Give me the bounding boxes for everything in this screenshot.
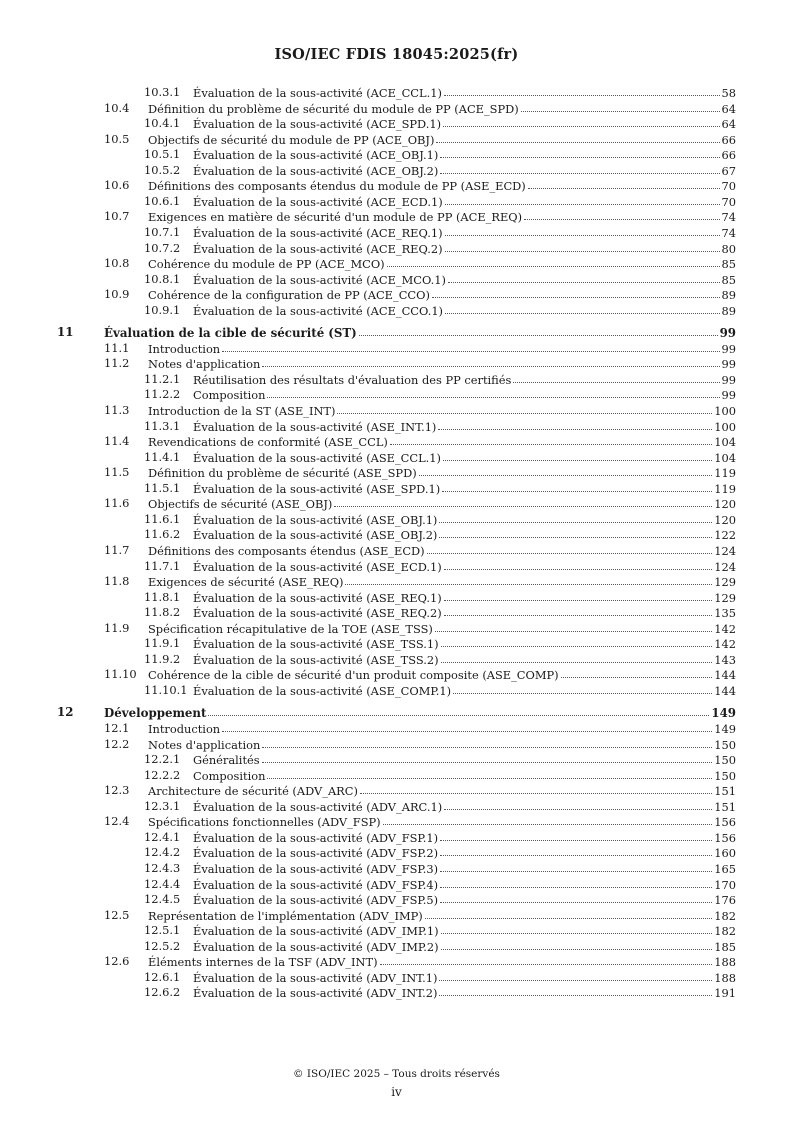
toc-entry[interactable] <box>0 908 793 923</box>
toc-entry-number: 12.6.1 <box>144 969 181 984</box>
toc-leader-dots <box>435 620 712 632</box>
toc-entry-title: Généralités <box>193 753 260 768</box>
toc-entry-title: Exigences de sécurité (ASE_REQ) <box>148 575 344 590</box>
toc-entry-number: 10.7.2 <box>144 240 181 255</box>
toc-entry[interactable] <box>0 256 793 271</box>
toc-leader-dots <box>262 751 713 763</box>
toc-entry[interactable] <box>0 465 793 480</box>
toc-entry-title: Évaluation de la sous-activité (ACE_CCL.1) <box>193 86 442 100</box>
toc-entry-number: 11.10 <box>104 667 137 682</box>
toc-entry[interactable] <box>0 667 793 682</box>
toc-entry-number: 10.5.1 <box>144 147 181 162</box>
toc-entry-title: Introduction de la ST (ASE_INT) <box>148 404 336 418</box>
toc-entry-title: Évaluation de la sous-activité (ADV_IMP.2) <box>193 939 439 954</box>
toc-leader-dots <box>440 162 719 174</box>
toc-entry-page: 191 <box>714 986 736 1001</box>
toc-entry-page: 89 <box>721 303 736 318</box>
toc-leader-dots <box>337 402 712 414</box>
toc-entry-page: 165 <box>714 861 736 876</box>
toc-entry-number: 11.7.1 <box>144 558 181 573</box>
toc-entry[interactable] <box>0 737 793 752</box>
toc-entry-title: Évaluation de la sous-activité (ADV_FSP.1) <box>193 830 439 845</box>
toc-entry-page: 143 <box>714 652 736 667</box>
toc-entry-page: 66 <box>721 132 736 147</box>
toc-entry[interactable] <box>0 877 793 892</box>
toc-entry-number: 11.8 <box>104 574 130 589</box>
toc-entry-number: 12.5 <box>104 907 130 922</box>
toc-entry-title: Évaluation de la sous-activité (ADV_FSP.2) <box>193 846 439 861</box>
toc-entry-number: 12.3 <box>104 783 130 798</box>
toc-entry[interactable] <box>0 590 793 605</box>
toc-entry-title: Évaluation de la sous-activité (ASE_REQ.2) <box>193 606 442 621</box>
toc-leader-dots <box>444 604 713 616</box>
toc-leader-dots <box>345 573 712 585</box>
toc-entry-title: Évaluation de la sous-activité (ASE_SPD.1) <box>193 481 441 496</box>
toc-entry-number: 11.5 <box>104 465 130 480</box>
toc-leader-dots <box>441 635 713 647</box>
toc-entry-number: 11 <box>57 325 74 340</box>
toc-entry[interactable] <box>0 116 793 131</box>
toc-entry[interactable] <box>0 194 793 209</box>
toc-leader-dots <box>439 511 712 523</box>
toc-leader-dots <box>441 922 713 934</box>
toc-entry-title: Évaluation de la sous-activité (ADV_IMP.1) <box>193 924 439 939</box>
toc-leader-dots <box>439 526 712 538</box>
toc-entry-title: Évaluation de la sous-activité (ACE_MCO.1) <box>193 272 446 287</box>
toc-entry[interactable] <box>0 403 793 418</box>
toc-entry-number: 12.4 <box>104 814 130 829</box>
toc-leader-dots <box>208 704 709 716</box>
toc-leader-dots <box>528 177 720 189</box>
toc-leader-dots <box>380 953 713 965</box>
toc-entry-page: 124 <box>714 559 736 574</box>
toc-entry-number: 11.3 <box>104 403 130 417</box>
toc-entry-page: 182 <box>714 924 736 939</box>
toc-entry-number: 11.3.1 <box>144 418 181 433</box>
toc-entry-number: 12.2.2 <box>144 767 181 782</box>
toc-entry[interactable] <box>0 287 793 302</box>
toc-entry-page: 99 <box>721 341 736 356</box>
toc-leader-dots <box>513 371 719 383</box>
toc-entry-number: 11.9 <box>104 620 130 635</box>
toc-entry-title: Évaluation de la sous-activité (ASE_OBJ.2) <box>193 528 438 543</box>
toc-entry[interactable] <box>0 272 793 287</box>
toc-leader-dots <box>383 813 713 825</box>
toc-chapter-entry[interactable] <box>0 705 793 720</box>
toc-entry-number: 11.9.1 <box>144 636 181 651</box>
toc-entry-page: 104 <box>714 435 736 450</box>
toc-entry[interactable] <box>0 512 793 527</box>
toc-entry-number: 11.6 <box>104 496 130 511</box>
toc-entry-title: Évaluation de la cible de sécurité (ST) <box>104 326 357 341</box>
toc-entry[interactable] <box>0 419 793 434</box>
toc-entry[interactable] <box>0 450 793 465</box>
toc-entry-title: Spécification récapitulative de la TOE (ASE_TSS) <box>148 621 433 636</box>
toc-leader-dots <box>334 495 712 507</box>
toc-leader-dots <box>440 844 712 856</box>
toc-entry[interactable] <box>0 241 793 256</box>
toc-leader-dots <box>441 938 713 950</box>
toc-entry-title: Évaluation de la sous-activité (ACE_REQ.1) <box>193 225 443 240</box>
toc-leader-dots <box>524 208 719 220</box>
toc-entry[interactable] <box>0 939 793 954</box>
toc-entry-page: 119 <box>714 466 736 481</box>
toc-entry[interactable] <box>0 652 793 667</box>
toc-entry[interactable] <box>0 830 793 845</box>
toc-entry-number: 10.9.1 <box>144 302 181 317</box>
toc-entry[interactable] <box>0 372 793 387</box>
toc-entry[interactable] <box>0 799 793 814</box>
toc-entry-number: 11.6.2 <box>144 527 181 542</box>
toc-entry-title: Définitions des composants étendus du module de PP (ASE_ECD) <box>148 179 526 194</box>
toc-entry-number: 11.6.1 <box>144 511 181 526</box>
toc-entry-page: 120 <box>714 512 736 527</box>
toc-entry-title: Notes d'application <box>148 737 261 752</box>
toc-entry[interactable] <box>0 605 793 620</box>
toc-leader-dots <box>359 324 718 336</box>
toc-leader-dots <box>439 984 712 996</box>
toc-entry-page: 85 <box>721 257 736 272</box>
toc-entry-title: Composition <box>193 768 266 783</box>
toc-entry-page: 122 <box>714 528 736 543</box>
toc-entry-number: 10.4 <box>104 100 130 115</box>
toc-entry-page: 120 <box>714 497 736 512</box>
toc-entry-page: 104 <box>714 450 736 465</box>
toc-entry-page: 149 <box>714 722 736 736</box>
toc-entry-number: 10.6 <box>104 178 130 193</box>
toc-entry-page: 135 <box>714 606 736 621</box>
toc-leader-dots <box>222 340 719 352</box>
toc-entry-title: Évaluation de la sous-activité (ACE_SPD.1) <box>193 117 442 132</box>
toc-entry-title: Revendications de conformité (ASE_CCL) <box>148 435 388 450</box>
toc-entry-page: 119 <box>714 481 736 496</box>
toc-entry[interactable] <box>0 752 793 767</box>
toc-entry-title: Évaluation de la sous-activité (ASE_CCL.1) <box>193 450 441 465</box>
toc-entry-number: 10.7.1 <box>144 224 181 239</box>
toc-entry[interactable] <box>0 970 793 985</box>
toc-entry-number: 11.8.2 <box>144 605 181 620</box>
toc-leader-dots <box>453 682 712 694</box>
toc-entry-number: 10.8.1 <box>144 271 181 286</box>
toc-entry-title: Évaluation de la sous-activité (ADV_FSP.4) <box>193 877 439 892</box>
toc-entry-page: 74 <box>721 210 736 225</box>
toc-leader-dots <box>442 480 712 492</box>
toc-leader-dots <box>262 736 712 748</box>
toc-entry-number: 11.2 <box>104 356 130 371</box>
toc-entry-title: Évaluation de la sous-activité (ACE_OBJ.1) <box>193 148 439 163</box>
toc-entry-title: Composition <box>193 388 266 403</box>
toc-entry-number: 11.9.2 <box>144 651 181 666</box>
toc-entry-title: Évaluation de la sous-activité (ADV_FSP.5) <box>193 893 439 908</box>
toc-entry-number: 12.5.1 <box>144 923 181 938</box>
toc-leader-dots <box>444 798 712 810</box>
toc-leader-dots <box>427 542 713 554</box>
toc-entry-page: 80 <box>721 241 736 256</box>
toc-entry-page: 129 <box>714 590 736 605</box>
toc-entry-title: Notes d'application <box>148 357 261 372</box>
toc-entry-page: 58 <box>721 86 736 100</box>
toc-entry-title: Évaluation de la sous-activité (ASE_INT.1) <box>193 419 437 434</box>
toc-entry[interactable] <box>0 636 793 651</box>
toc-leader-dots <box>262 355 719 367</box>
document-header: ISO/IEC FDIS 18045:2025(fr) <box>274 46 519 63</box>
toc-entry-number: 11.8.1 <box>144 589 181 604</box>
toc-entry-title: Définitions des composants étendus (ASE_ECD) <box>148 543 425 558</box>
toc-entry-page: 151 <box>714 784 736 799</box>
toc-leader-dots <box>390 433 712 445</box>
toc-leader-dots <box>444 589 713 601</box>
toc-entry-number: 12.3.1 <box>144 798 181 813</box>
toc-entry-number: 12.4.3 <box>144 860 181 875</box>
toc-entry-number: 10.7 <box>104 209 130 224</box>
toc-entry[interactable] <box>0 721 793 736</box>
toc-entry-title: Évaluation de la sous-activité (ASE_TSS.1) <box>193 637 439 652</box>
toc-entry-title: Évaluation de la sous-activité (ACE_CCO.1) <box>193 303 444 318</box>
toc-leader-dots <box>440 891 712 903</box>
toc-entry-page: 66 <box>721 148 736 163</box>
toc-entry[interactable] <box>0 621 793 636</box>
toc-entry-number: 12.1 <box>104 721 130 735</box>
toc-entry-title: Cohérence de la configuration de PP (ACE_CCO) <box>148 288 430 303</box>
toc-entry-page: 100 <box>714 404 736 418</box>
toc-entry-number: 10.9 <box>104 287 130 302</box>
toc-entry[interactable] <box>0 768 793 783</box>
toc-entry-page: 129 <box>714 575 736 590</box>
toc-entry-number: 12.4.4 <box>144 876 181 891</box>
toc-entry-title: Objectifs de sécurité du module de PP (ACE_OBJ) <box>148 132 435 147</box>
toc-entry[interactable] <box>0 209 793 224</box>
toc-entry[interactable] <box>0 303 793 318</box>
toc-entry-number: 11.2.1 <box>144 371 181 386</box>
toc-entry-page: 156 <box>714 815 736 830</box>
toc-entry-page: 156 <box>714 830 736 845</box>
toc-entry-number: 11.1 <box>104 340 130 355</box>
toc-entry-page: 64 <box>721 117 736 132</box>
toc-entry-number: 11.5.1 <box>144 480 181 495</box>
toc-entry-title: Architecture de sécurité (ADV_ARC) <box>148 784 358 799</box>
toc-leader-dots <box>440 829 712 841</box>
toc-entry[interactable] <box>0 814 793 829</box>
toc-entry[interactable] <box>0 954 793 969</box>
toc-entry[interactable] <box>0 85 793 100</box>
toc-entry[interactable] <box>0 683 793 698</box>
toc-entry[interactable] <box>0 574 793 589</box>
toc-entry[interactable] <box>0 225 793 240</box>
toc-entry-number: 10.5.2 <box>144 162 181 177</box>
toc-entry[interactable] <box>0 147 793 162</box>
toc-leader-dots <box>521 100 720 112</box>
page-number: iv <box>391 1085 402 1099</box>
toc-leader-dots <box>441 651 713 663</box>
toc-entry[interactable] <box>0 341 793 356</box>
toc-entry-title: Évaluation de la sous-activité (ACE_REQ.2) <box>193 241 443 256</box>
toc-leader-dots <box>440 146 719 158</box>
toc-entry-page: 188 <box>714 970 736 985</box>
toc-entry-page: 150 <box>714 753 736 768</box>
toc-entry-title: Introduction <box>148 722 221 736</box>
toc-entry-title: Éléments internes de la TSF (ADV_INT) <box>148 955 378 970</box>
toc-entry-title: Évaluation de la sous-activité (ADV_INT.2) <box>193 986 438 1001</box>
toc-leader-dots <box>438 418 712 430</box>
toc-entry[interactable] <box>0 861 793 876</box>
toc-entry-page: 99 <box>719 326 736 341</box>
toc-entry-page: 144 <box>714 683 736 698</box>
toc-leader-dots <box>443 449 712 461</box>
toc-entry[interactable] <box>0 559 793 574</box>
toc-entry-page: 185 <box>714 939 736 954</box>
toc-entry-title: Exigences en matière de sécurité d'un module de PP (ACE_REQ) <box>148 210 523 225</box>
toc-entry-number: 10.4.1 <box>144 116 181 131</box>
toc-leader-dots <box>445 224 720 236</box>
toc-entry-page: 85 <box>721 272 736 287</box>
toc-entry-page: 160 <box>714 846 736 861</box>
toc-entry[interactable] <box>0 356 793 371</box>
toc-entry-number: 12.4.1 <box>144 829 181 844</box>
toc-leader-dots <box>445 193 720 205</box>
toc-entry-page: 99 <box>721 357 736 372</box>
toc-entry[interactable] <box>0 496 793 511</box>
toc-entry-title: Spécifications fonctionnelles (ADV_FSP) <box>148 815 381 830</box>
toc-leader-dots <box>448 271 720 283</box>
toc-leader-dots <box>445 240 720 252</box>
toc-entry-title: Objectifs de sécurité (ASE_OBJ) <box>148 497 333 512</box>
toc-entry-page: 149 <box>711 706 736 721</box>
toc-entry[interactable] <box>0 985 793 1000</box>
toc-leader-dots <box>444 558 713 570</box>
toc-entry-page: 100 <box>714 419 736 434</box>
toc-entry-number: 11.4 <box>104 434 130 449</box>
toc-entry-page: 150 <box>714 737 736 752</box>
toc-leader-dots <box>432 286 720 298</box>
toc-entry-title: Évaluation de la sous-activité (ASE_TSS.2) <box>193 652 439 667</box>
toc-entry[interactable] <box>0 892 793 907</box>
toc-leader-dots <box>419 464 713 476</box>
toc-entry-number: 11.7 <box>104 542 130 557</box>
toc-entry[interactable] <box>0 132 793 147</box>
toc-entry-page: 99 <box>721 388 736 403</box>
toc-entry-number: 10.6.1 <box>144 193 181 208</box>
toc-entry-page: 176 <box>714 893 736 908</box>
toc-entry[interactable] <box>0 845 793 860</box>
toc-entry-title: Évaluation de la sous-activité (ASE_ECD.1) <box>193 559 442 574</box>
toc-entry[interactable] <box>0 783 793 798</box>
toc-entry-number: 11.2.2 <box>144 387 181 402</box>
toc-entry-title: Évaluation de la sous-activité (ASE_COMP.1) <box>193 683 452 698</box>
toc-entry-title: Développement <box>104 706 207 721</box>
toc-leader-dots <box>425 907 713 919</box>
toc-entry-page: 70 <box>721 194 736 209</box>
toc-entry-page: 74 <box>721 225 736 240</box>
toc-entry-page: 144 <box>714 668 736 683</box>
toc-entry-number: 12 <box>57 705 74 720</box>
toc-entry-page: 188 <box>714 955 736 970</box>
toc-leader-dots <box>440 876 712 888</box>
toc-entry-page: 150 <box>714 768 736 783</box>
toc-leader-dots <box>267 767 712 779</box>
toc-entry-title: Représentation de l'implémentation (ADV_IMP) <box>148 908 423 923</box>
toc-entry-number: 11.10.1 <box>144 682 188 697</box>
toc-entry[interactable] <box>0 527 793 542</box>
toc-entry-page: 70 <box>721 179 736 194</box>
toc-leader-dots <box>444 84 720 96</box>
toc-leader-dots <box>439 969 712 981</box>
toc-entry-page: 124 <box>714 543 736 558</box>
toc-entry-title: Définition du problème de sécurité du module de PP (ACE_SPD) <box>148 101 519 116</box>
toc-entry-page: 99 <box>721 372 736 387</box>
toc-entry-title: Évaluation de la sous-activité (ADV_ARC.1) <box>193 799 443 814</box>
toc-entry-title: Évaluation de la sous-activité (ASE_OBJ.1) <box>193 512 438 527</box>
toc-leader-dots <box>440 860 712 872</box>
toc-entry-page: 67 <box>721 163 736 178</box>
toc-leader-dots <box>561 666 713 678</box>
toc-entry-page: 151 <box>714 799 736 814</box>
toc-entry-title: Cohérence de la cible de sécurité d'un produit composite (ASE_COMP) <box>148 668 559 683</box>
toc-entry[interactable] <box>0 387 793 402</box>
toc-chapter-entry[interactable] <box>0 325 793 340</box>
toc-entry-page: 89 <box>721 288 736 303</box>
toc-entry-title: Évaluation de la sous-activité (ADV_FSP.3) <box>193 861 439 876</box>
toc-entry[interactable] <box>0 163 793 178</box>
toc-leader-dots <box>267 386 719 398</box>
toc-entry-number: 12.2.1 <box>144 752 181 767</box>
toc-entry-number: 12.4.2 <box>144 845 181 860</box>
toc-entry-page: 182 <box>714 908 736 923</box>
toc-entry-title: Définition du problème de sécurité (ASE_SPD) <box>148 466 417 481</box>
toc-entry-page: 170 <box>714 877 736 892</box>
toc-leader-dots <box>360 782 712 794</box>
toc-entry-number: 12.5.2 <box>144 938 181 953</box>
toc-entry[interactable] <box>0 543 793 558</box>
toc-entry[interactable] <box>0 178 793 193</box>
toc-entry-page: 64 <box>721 101 736 116</box>
toc-entry-number: 10.3.1 <box>144 85 181 99</box>
toc-entry-page: 142 <box>714 621 736 636</box>
toc-entry-title: Évaluation de la sous-activité (ADV_INT.1) <box>193 970 438 985</box>
toc-leader-dots <box>387 255 720 267</box>
copyright-footer: © ISO/IEC 2025 – Tous droits réservés <box>293 1068 500 1080</box>
toc-entry-number: 12.6.2 <box>144 985 181 1000</box>
toc-entry-number: 10.8 <box>104 256 130 271</box>
toc-leader-dots <box>436 131 719 143</box>
toc-entry-page: 142 <box>714 637 736 652</box>
toc-entry-number: 10.5 <box>104 131 130 146</box>
toc-entry-title: Évaluation de la sous-activité (ACE_OBJ.2) <box>193 163 439 178</box>
toc-entry-title: Cohérence du module de PP (ACE_MCO) <box>148 257 385 272</box>
toc-leader-dots <box>445 302 719 314</box>
toc-entry[interactable] <box>0 481 793 496</box>
toc-entry-number: 12.4.5 <box>144 892 181 907</box>
toc-entry-title: Introduction <box>148 341 221 356</box>
toc-entry[interactable] <box>0 434 793 449</box>
toc-entry-number: 11.4.1 <box>144 449 181 464</box>
toc-entry[interactable] <box>0 101 793 116</box>
toc-entry[interactable] <box>0 923 793 938</box>
toc-entry-title: Évaluation de la sous-activité (ACE_ECD.1) <box>193 194 443 209</box>
toc-leader-dots <box>443 115 719 127</box>
toc-entry-number: 12.6 <box>104 954 130 969</box>
toc-leader-dots <box>222 720 712 732</box>
toc-entry-number: 12.2 <box>104 736 130 751</box>
toc-entry-title: Évaluation de la sous-activité (ASE_REQ.1) <box>193 590 442 605</box>
toc-entry-title: Réutilisation des résultats d'évaluation des PP certifiés <box>193 372 512 387</box>
